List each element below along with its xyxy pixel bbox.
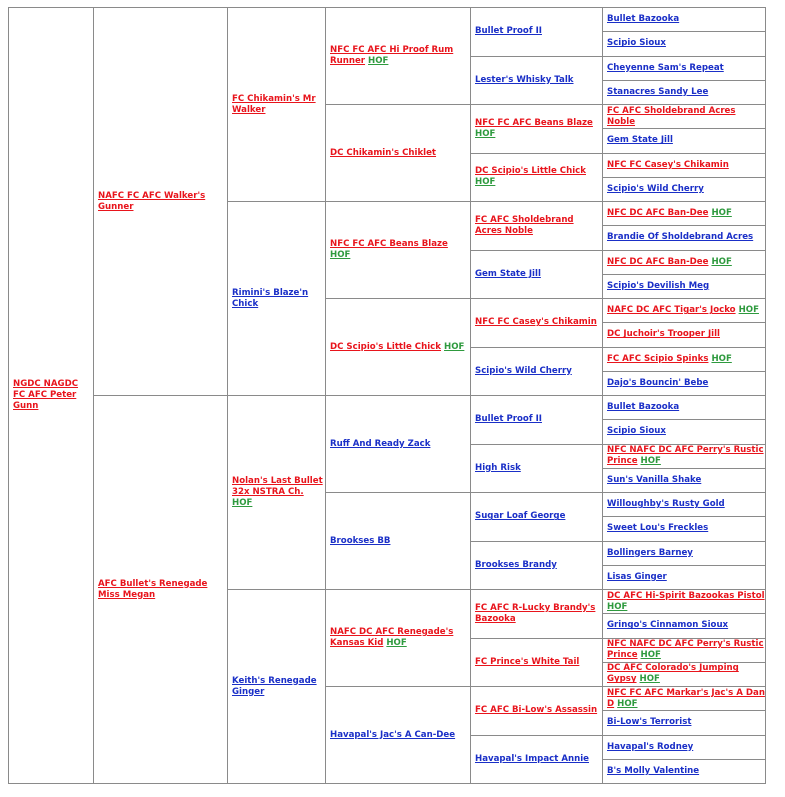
gen6-cell <box>603 614 766 638</box>
dog-name-link[interactable]: DC Scipio's Little Chick <box>330 341 441 352</box>
dog-name-link[interactable]: NFC FC Casey's Chikamin <box>607 159 729 170</box>
dog-name-link[interactable]: Bollingers Barney <box>607 547 693 558</box>
pedigree-table <box>8 7 766 784</box>
dog-name-link[interactable]: Gem State Jill <box>607 135 673 146</box>
dog-name-link[interactable]: NAFC FC AFC Walker's Gunner <box>98 190 206 212</box>
hof-badge[interactable]: HOF <box>640 650 661 661</box>
pedigree-row <box>9 396 766 420</box>
dog-name-link[interactable]: FC AFC Scipio Spinks <box>607 353 709 364</box>
hof-badge[interactable]: HOF <box>330 250 351 260</box>
gen5-cell <box>471 638 603 687</box>
dog-name-link[interactable]: NFC NAFC DC AFC Perry's Rustic Prince <box>607 445 764 467</box>
gen3-cell <box>228 590 326 784</box>
gen2-cell <box>94 8 228 396</box>
dog-name-link[interactable]: Bullet Proof II <box>475 26 542 37</box>
dog-name-link[interactable]: NFC DC AFC Ban-Dee <box>607 256 709 267</box>
gen5-cell <box>471 735 603 784</box>
dog-name-link[interactable]: NFC FC AFC Hi Proof Rum Runner <box>330 45 454 66</box>
gen6-cell <box>603 711 766 735</box>
hof-badge[interactable]: HOF <box>738 305 759 316</box>
dog-name-link[interactable]: FC AFC Bi-Low's Assassin <box>475 705 598 716</box>
gen6-cell <box>603 493 766 517</box>
dog-name-link[interactable]: Scipio Sioux <box>607 426 666 437</box>
dog-name-link[interactable]: Sugar Loaf George <box>475 511 566 522</box>
gen4-cell <box>326 590 471 687</box>
hof-badge[interactable]: HOF <box>475 177 496 188</box>
dog-name-link[interactable]: Keith's Renegade Ginger <box>232 675 317 697</box>
hof-badge[interactable]: HOF <box>475 128 496 139</box>
dog-name-link[interactable]: Sun's Vanilla Shake <box>607 474 702 485</box>
hof-badge[interactable]: HOF <box>368 56 389 66</box>
dog-name-link[interactable]: Bullet Proof II <box>475 414 542 425</box>
dog-name-link[interactable]: DC Scipio's Little Chick <box>475 166 586 177</box>
gen5-cell <box>471 396 603 445</box>
gen6-cell <box>603 759 766 783</box>
gen4-cell <box>326 299 471 396</box>
hof-badge[interactable]: HOF <box>386 638 407 648</box>
gen3-cell <box>228 396 326 590</box>
dog-name-link[interactable]: Bullet Bazooka <box>607 14 680 25</box>
gen5-cell <box>471 105 603 154</box>
dog-name-link[interactable]: Sweet Lou's Freckles <box>607 523 709 534</box>
dog-name-link[interactable]: Brookses BB <box>330 535 391 546</box>
gen6-cell <box>603 565 766 589</box>
gen4-cell <box>326 493 471 590</box>
dog-name-link[interactable]: Havapal's Jac's A Can-Dee <box>330 729 456 740</box>
dog-name-link[interactable]: DC AFC Hi-Spirit Bazookas Pistol <box>607 590 765 601</box>
dog-name-link[interactable]: Havapal's Rodney <box>607 741 694 752</box>
gen4-cell <box>326 8 471 105</box>
gen5-cell <box>471 687 603 736</box>
dog-name-link[interactable]: Lisas Ginger <box>607 571 667 582</box>
gen4-cell <box>326 396 471 493</box>
gen6-cell <box>603 202 766 226</box>
hof-badge[interactable]: HOF <box>711 353 732 364</box>
dog-name-link[interactable]: FC AFC Sholdebrand Acres Noble <box>607 105 736 127</box>
gen5-cell <box>471 590 603 639</box>
gen5-cell <box>471 493 603 542</box>
gen5-cell <box>471 444 603 493</box>
dog-name-link[interactable]: Scipio's Wild Cherry <box>475 365 572 376</box>
gen6-cell <box>603 226 766 250</box>
dog-name-link[interactable]: Brookses Brandy <box>475 559 557 570</box>
hof-badge[interactable]: HOF <box>639 674 660 685</box>
dog-name-link[interactable]: Scipio's Wild Cherry <box>607 183 704 194</box>
dog-name-link[interactable]: NAFC DC AFC Renegade's Kansas Kid <box>330 627 454 648</box>
hof-badge[interactable]: HOF <box>617 698 638 709</box>
gen6-cell <box>603 56 766 80</box>
gen4-cell <box>326 105 471 202</box>
dog-name-link[interactable]: NFC FC AFC Beans Blaze <box>475 117 593 128</box>
dog-name-link[interactable]: FC Prince's White Tail <box>475 656 580 667</box>
dog-name-link[interactable]: DC Chikamin's Chiklet <box>330 147 437 158</box>
gen6-cell <box>603 468 766 492</box>
dog-name-link[interactable]: Willoughby's Rusty Gold <box>607 499 725 510</box>
gen6-cell <box>603 153 766 177</box>
dog-name-link[interactable]: Gringo's Cinnamon Sioux <box>607 620 729 631</box>
dog-name-link[interactable]: NFC DC AFC Ban-Dee <box>607 208 709 219</box>
gen6-cell <box>603 590 766 614</box>
gen5-cell <box>471 153 603 202</box>
dog-name-link[interactable]: Gem State Jill <box>475 268 541 279</box>
hof-badge[interactable]: HOF <box>607 601 628 612</box>
gen6-cell <box>603 517 766 541</box>
gen6-cell <box>603 662 766 686</box>
gen6-cell <box>603 80 766 104</box>
gen1-cell <box>9 8 94 784</box>
gen6-cell <box>603 638 766 662</box>
gen6-cell <box>603 323 766 347</box>
dog-name-link[interactable]: NFC FC AFC Beans Blaze <box>330 239 448 249</box>
gen6-cell <box>603 420 766 444</box>
gen5-cell <box>471 299 603 348</box>
dog-name-link[interactable]: DC Juchoir's Trooper Jill <box>607 329 720 340</box>
gen6-cell <box>603 274 766 298</box>
gen5-cell <box>471 541 603 590</box>
dog-name-link[interactable]: AFC Bullet's Renegade Miss Megan <box>98 578 208 600</box>
gen6-cell <box>603 250 766 274</box>
hof-badge[interactable]: HOF <box>232 498 253 508</box>
dog-name-link[interactable]: Dajo's Bouncin' Bebe <box>607 377 709 388</box>
gen6-cell <box>603 8 766 32</box>
dog-name-link[interactable]: B's Molly Valentine <box>607 765 700 776</box>
gen6-cell <box>603 105 766 129</box>
dog-name-link[interactable]: Bi-Low's Terrorist <box>607 717 692 728</box>
dog-name-link[interactable]: Cheyenne Sam's Repeat <box>607 62 724 73</box>
dog-name-link[interactable]: Scipio's Devilish Meg <box>607 280 710 291</box>
hof-badge[interactable]: HOF <box>444 341 465 352</box>
gen6-cell <box>603 299 766 323</box>
dog-name-link[interactable]: DC AFC Colorado's Jumping Gypsy <box>607 663 739 685</box>
gen5-cell <box>471 56 603 105</box>
gen5-cell <box>471 8 603 57</box>
gen4-cell <box>326 202 471 299</box>
gen6-cell <box>603 396 766 420</box>
hof-badge[interactable]: HOF <box>640 456 661 467</box>
gen6-cell <box>603 687 766 711</box>
dog-name-link[interactable]: Stanacres Sandy Lee <box>607 86 709 97</box>
hof-badge[interactable]: HOF <box>711 208 732 219</box>
gen6-cell <box>603 444 766 468</box>
dog-name-link[interactable]: Nolan's Last Bullet 32x NSTRA Ch. <box>232 476 323 497</box>
dog-name-link[interactable]: FC AFC Sholdebrand Acres Noble <box>475 214 574 236</box>
dog-name-link[interactable]: Scipio Sioux <box>607 38 666 49</box>
gen6-cell <box>603 541 766 565</box>
dog-name-link[interactable]: NFC FC AFC Markar's Jac's A Dan D <box>607 687 765 709</box>
gen5-cell <box>471 202 603 251</box>
gen6-cell <box>603 735 766 759</box>
pedigree-row <box>9 8 766 32</box>
gen6-cell <box>603 32 766 56</box>
dog-name-link[interactable]: NFC FC Casey's Chikamin <box>475 317 597 328</box>
dog-name-link[interactable]: Lester's Whisky Talk <box>475 74 574 85</box>
dog-name-link[interactable]: Havapal's Impact Annie <box>475 753 589 764</box>
gen2-cell <box>94 396 228 784</box>
gen6-cell <box>603 371 766 395</box>
dog-name-link[interactable]: FC Chikamin's Mr Walker <box>232 93 316 115</box>
gen4-cell <box>326 687 471 784</box>
gen3-cell <box>228 8 326 202</box>
dog-name-link[interactable]: NAFC DC AFC Tigar's Jocko <box>607 305 736 316</box>
gen6-cell <box>603 347 766 371</box>
dog-name-link[interactable]: Rimini's Blaze'n Chick <box>232 287 309 309</box>
dog-name-link[interactable]: NFC NAFC DC AFC Perry's Rustic Prince <box>607 639 764 661</box>
dog-name-link[interactable]: Bullet Bazooka <box>607 402 680 413</box>
dog-name-link[interactable]: Ruff And Ready Zack <box>330 438 431 449</box>
gen3-cell <box>228 202 326 396</box>
dog-name-link[interactable]: Brandie Of Sholdebrand Acres <box>607 232 754 243</box>
dog-name-link[interactable]: NGDC NAGDC FC AFC Peter Gunn <box>13 379 79 411</box>
gen6-cell <box>603 177 766 201</box>
gen5-cell <box>471 250 603 299</box>
dog-name-link[interactable]: High Risk <box>475 462 521 473</box>
hof-badge[interactable]: HOF <box>711 256 732 267</box>
gen6-cell <box>603 129 766 153</box>
dog-name-link[interactable]: FC AFC R-Lucky Brandy's Bazooka <box>475 602 596 624</box>
gen5-cell <box>471 347 603 396</box>
